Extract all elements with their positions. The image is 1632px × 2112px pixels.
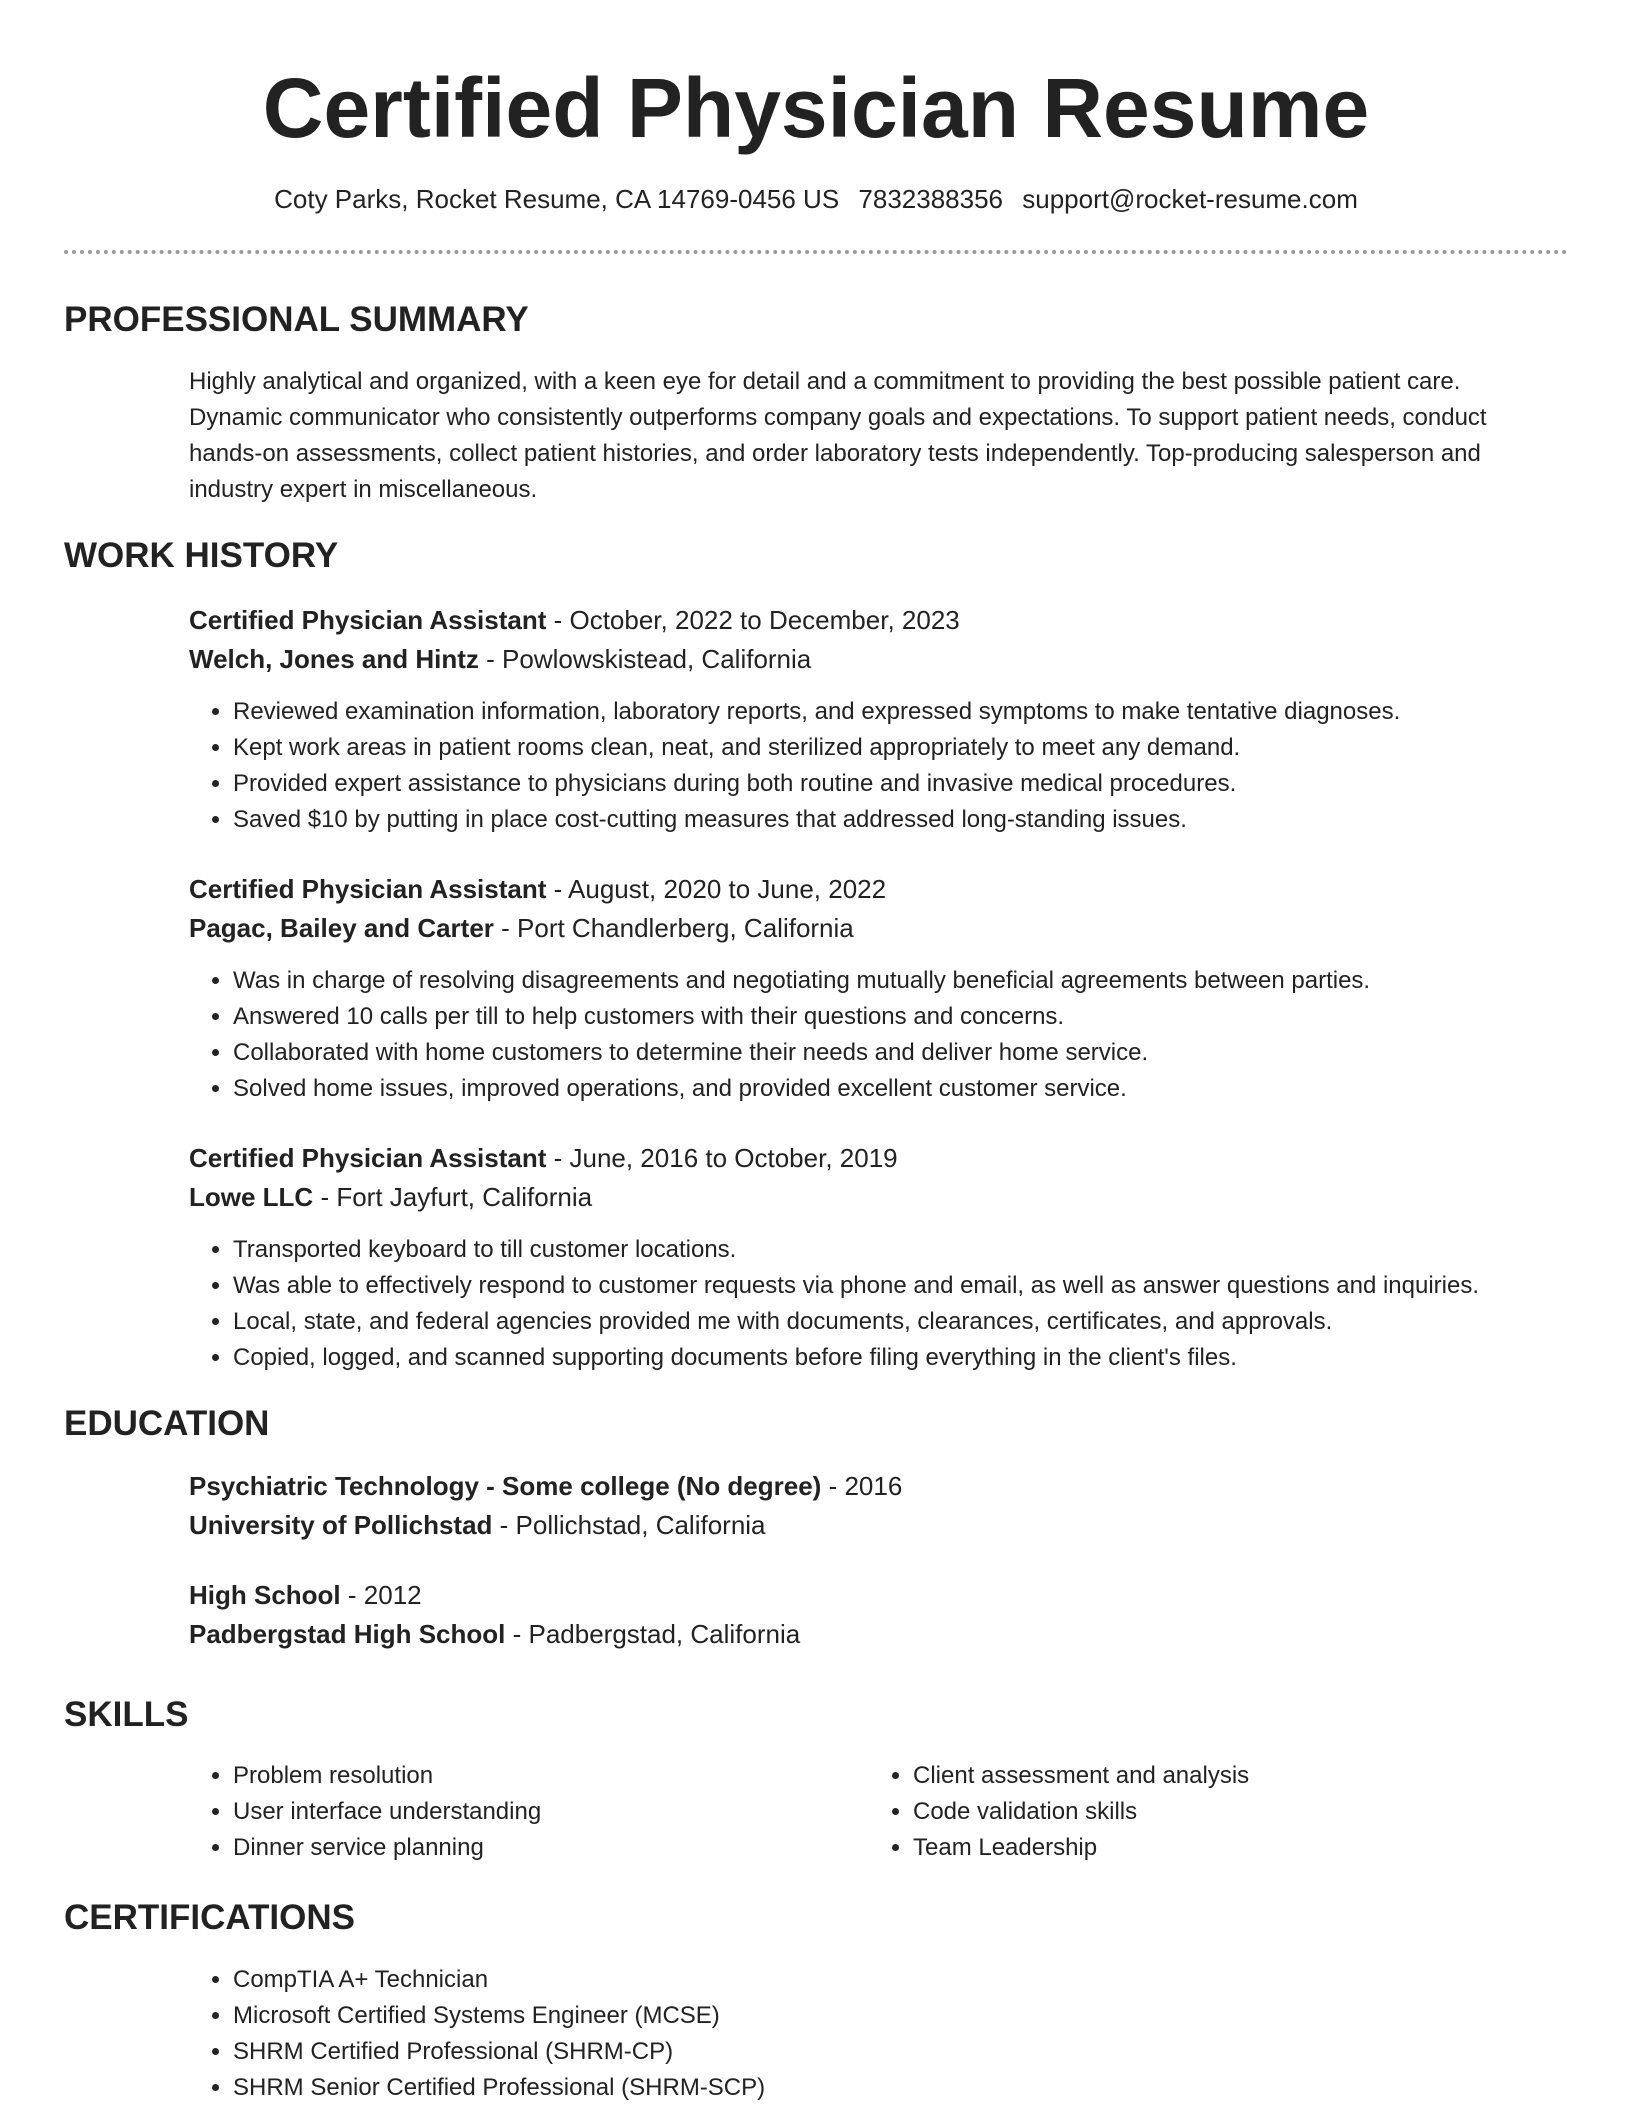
job-bullet: • Transported keyboard to till customer locations. [233,1232,1569,1268]
job-title-line [189,601,1569,640]
skills-column-right [869,1758,1469,1866]
skills-column-left [189,1758,789,1866]
section-heading-skills: SKILLS [64,1695,189,1734]
contact-address: Coty Parks, Rocket Resume, CA 14769-0456 US [274,184,840,214]
job-company-line [189,909,1569,948]
job-bullets [189,963,1569,1107]
skill-item: • Dinner service planning [233,1830,789,1866]
summary-line: Highly analytical and organized, with a keen eye for detail and a commitment to providing the best possible patient care. [189,368,1461,395]
job-bullet: • Was able to effectively respond to customer requests via phone and email, as well as answer questions and inquiries. [233,1268,1569,1304]
summary-line: Dynamic communicator who consistently outperforms company goals and expectations. To support patient needs, conduct [189,404,1487,431]
education-year: - 2016 [821,1471,903,1501]
certification-item: • SHRM Certified Professional (SHRM-CP) [233,2034,1569,2070]
skills-bullets [189,1758,789,1866]
job-dates: - October, 2022 to December, 2023 [546,605,960,635]
job-bullet: • Saved $10 by putting in place cost-cutting measures that addressed long-standing issues. [233,802,1569,838]
skill-item: • User interface understanding [233,1794,789,1830]
education-degree: Psychiatric Technology - Some college (No degree) [189,1471,822,1501]
job-company-line [189,640,1569,679]
skills-bullets [869,1758,1469,1866]
contact-line [0,182,1632,216]
certification-item: • SHRM Senior Certified Professional (SHRM-SCP) [233,2070,1569,2106]
job-company-line [189,1178,1569,1217]
summary-text [189,364,1569,508]
job-bullets [189,694,1569,838]
job-title: Certified Physician Assistant [189,605,547,635]
job-company: Lowe LLC [189,1182,314,1212]
certification-item: • CompTIA A+ Technician [233,1962,1569,1998]
job-title: Certified Physician Assistant [189,874,547,904]
education-entry [189,1467,1569,1545]
job-title-line [189,1139,1569,1178]
contact-email: support@rocket-resume.com [1022,184,1358,214]
education-year: - 2012 [340,1580,422,1610]
education-school-line [189,1615,1569,1654]
skill-item: • Client assessment and analysis [913,1758,1469,1794]
job-bullet: • Solved home issues, improved operations, and provided excellent customer service. [233,1071,1569,1107]
section-heading-work-history: WORK HISTORY [64,536,339,575]
job-dates: - June, 2016 to October, 2019 [546,1143,898,1173]
job-location: - Powlowskistead, California [478,644,812,674]
job-location: - Port Chandlerberg, California [493,913,854,943]
education-location: - Pollichstad, California [492,1510,766,1540]
summary-line: industry expert in miscellaneous. [189,476,538,503]
job-bullets [189,1232,1569,1376]
job-bullet: • Copied, logged, and scanned supporting documents before filing everything in the client's files. [233,1340,1569,1376]
job-entry [189,601,1569,838]
section-heading-education: EDUCATION [64,1404,270,1443]
job-entry [189,1139,1569,1376]
contact-phone: 7832388356 [858,184,1004,214]
education-entry [189,1576,1569,1654]
education-school-line [189,1506,1569,1545]
job-company: Welch, Jones and Hintz [189,644,479,674]
job-bullet: • Local, state, and federal agencies provided me with documents, clearances, certificates, and approvals. [233,1304,1569,1340]
education-location: - Padbergstad, California [505,1619,801,1649]
section-heading-summary: PROFESSIONAL SUMMARY [64,300,529,339]
section-heading-certifications: CERTIFICATIONS [64,1898,356,1937]
certifications-bullets [189,1962,1569,2106]
education-degree-line [189,1467,1569,1506]
education-degree: High School [189,1580,341,1610]
skill-item: • Problem resolution [233,1758,789,1794]
job-bullet: • Reviewed examination information, laboratory reports, and expressed symptoms to make tentative diagnoses. [233,694,1569,730]
header-divider [64,250,1568,254]
job-bullet: • Kept work areas in patient rooms clean, neat, and sterilized appropriately to meet any demand. [233,730,1569,766]
job-entry [189,870,1569,1107]
job-bullet: • Provided expert assistance to physicians during both routine and invasive medical procedures. [233,766,1569,802]
certification-item: • Microsoft Certified Systems Engineer (MCSE) [233,1998,1569,2034]
education-school: University of Pollichstad [189,1510,493,1540]
job-bullet: • Collaborated with home customers to determine their needs and deliver home service. [233,1035,1569,1071]
summary-line: hands-on assessments, collect patient histories, and order laboratory tests independently. Top-producing salesperson and [189,440,1481,467]
job-location: - Fort Jayfurt, California [313,1182,593,1212]
skill-item: • Code validation skills [913,1794,1469,1830]
resume-title: Certified Physician Resume [262,61,1370,155]
job-dates: - August, 2020 to June, 2022 [546,874,887,904]
job-company: Pagac, Bailey and Carter [189,913,494,943]
job-title-line [189,870,1569,909]
job-title: Certified Physician Assistant [189,1143,547,1173]
education-degree-line [189,1576,1569,1615]
education-school: Padbergstad High School [189,1619,506,1649]
job-bullet: • Answered 10 calls per till to help customers with their questions and concerns. [233,999,1569,1035]
certifications-list [189,1962,1569,2106]
job-bullet: • Was in charge of resolving disagreements and negotiating mutually beneficial agreements between parties. [233,963,1569,999]
skill-item: • Team Leadership [913,1830,1469,1866]
